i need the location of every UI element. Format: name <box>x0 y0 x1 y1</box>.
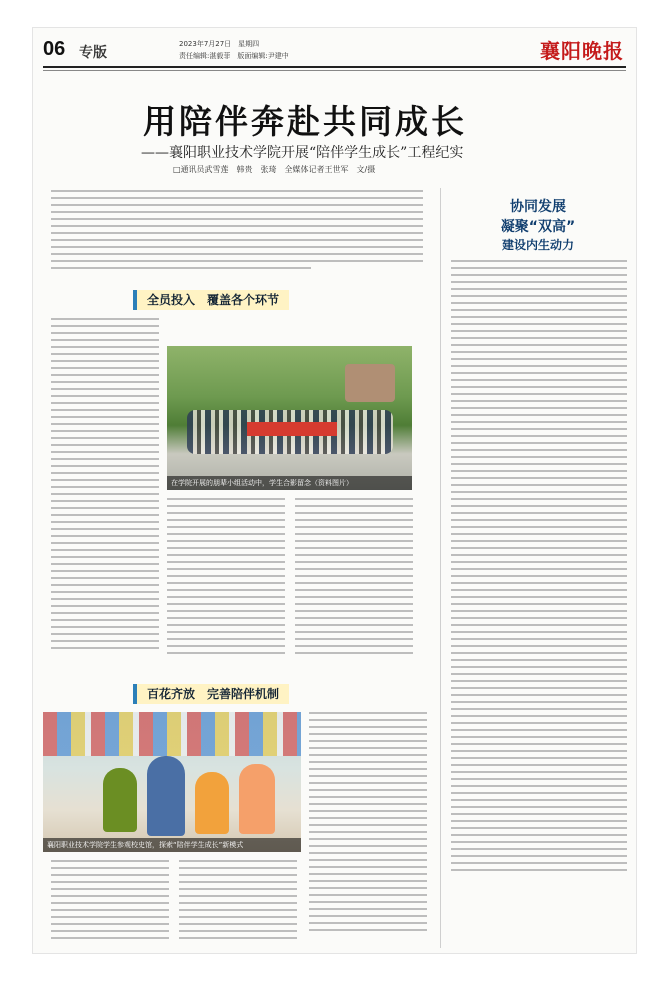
student-figure <box>239 764 275 834</box>
library-photo <box>43 712 301 852</box>
section-heading-1: 全员投入 覆盖各个环节 <box>133 290 289 310</box>
date-line: 2023年7月27日 星期四 <box>179 40 260 48</box>
section-2-col-c <box>309 712 427 948</box>
bookshelf <box>43 712 301 756</box>
section-1-right-column <box>295 498 413 668</box>
newspaper-logo: 襄阳晚报 <box>540 39 624 63</box>
sidebar-text-column <box>451 260 627 948</box>
section-1-left-column <box>51 318 159 668</box>
intro-text-block <box>51 190 423 272</box>
byline: □通讯员武雪莲 韩贵 张琦 全媒体记者王世军 文/摄 <box>173 165 376 174</box>
photo-caption-2: 襄阳职业技术学院学生参观校史馆，探索“陪伴学生成长”新模式 <box>43 838 301 852</box>
sidebar-title-line-3: 建设内生动力 <box>501 238 574 252</box>
group-photo <box>167 346 412 490</box>
page-number: 06 <box>43 38 66 60</box>
student-figure <box>103 768 137 832</box>
masthead-rule <box>43 66 626 68</box>
subheadline: ——襄阳职业技术学院开展“陪伴学生成长”工程纪实 <box>141 145 464 161</box>
newspaper-page <box>33 28 636 953</box>
masthead-rule-thin <box>43 70 626 71</box>
section-2-col-a <box>51 860 169 948</box>
masthead <box>33 28 636 66</box>
headline: 用陪伴奔赴共同成长 <box>143 102 467 141</box>
stone-sign <box>345 364 395 402</box>
section-heading-2: 百花齐放 完善陪伴机制 <box>133 684 289 704</box>
sidebar-title-line-1: 协同发展 <box>510 199 566 215</box>
photo-caption-1: 在学院开展的朋辈小组活动中，学生合影留念（资料图片） <box>167 476 412 490</box>
student-figure <box>195 772 229 834</box>
section-name: 专版 <box>79 45 107 61</box>
editor-line: 责任编辑:湛毅菲 版面编辑:尹建中 <box>179 52 289 60</box>
column-divider <box>440 188 441 948</box>
section-2-col-b <box>179 860 297 948</box>
teacher-figure <box>147 756 185 836</box>
red-banner <box>247 422 337 436</box>
sidebar-title-line-2: 凝聚“双高” <box>500 219 576 235</box>
section-1-mid-column <box>167 498 285 668</box>
